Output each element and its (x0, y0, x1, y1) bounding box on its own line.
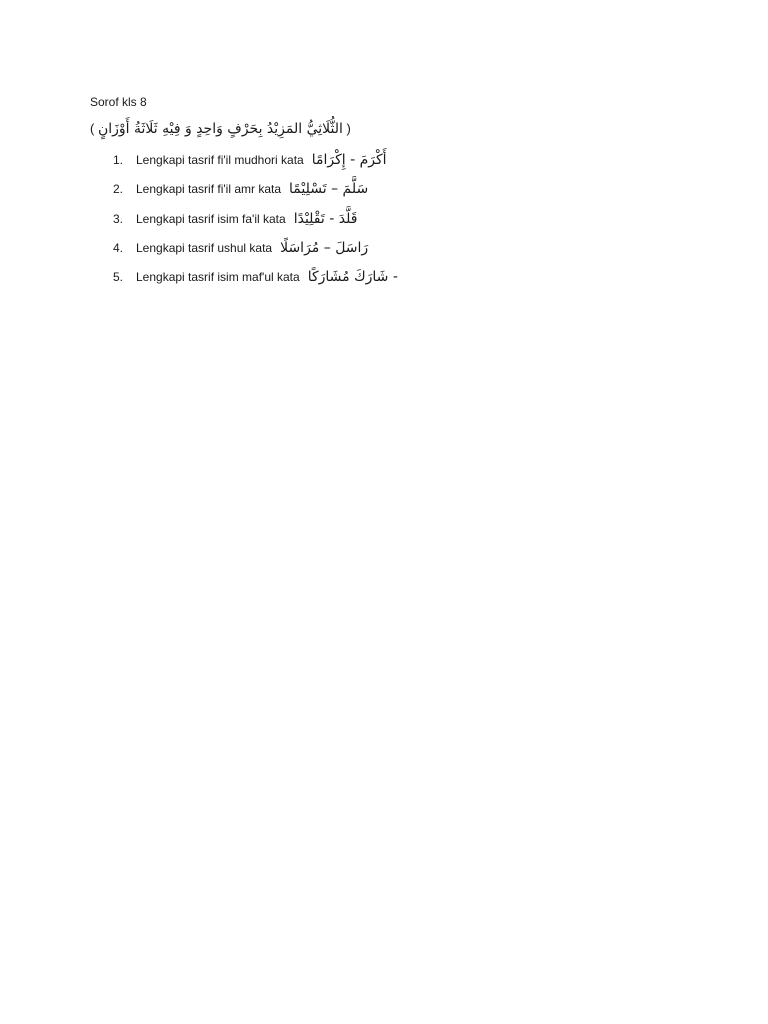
item-instruction: Lengkapi tasrif fi'il amr kata (136, 182, 282, 197)
subtitle-close-paren: ) (346, 121, 351, 136)
item-arabic: سَلَّمَ – تَسْلِيْمًا (289, 181, 369, 198)
item-text (136, 265, 398, 289)
list-item (0, 207, 768, 236)
item-arabic: قَلَّدَ - تَقْلِيْدًا (293, 210, 358, 227)
item-text (136, 177, 368, 201)
item-instruction: Lengkapi tasrif isim fa'il kata (136, 211, 286, 226)
document-subtitle (90, 118, 351, 140)
item-number: 3. (113, 211, 124, 226)
item-number: 1. (113, 153, 124, 167)
exercise-list (0, 148, 768, 294)
list-item (0, 177, 768, 206)
list-item (0, 236, 768, 265)
item-text (136, 207, 357, 231)
list-item (0, 265, 768, 294)
item-arabic: أَكْرَمَ - إِكْرَامًا (311, 152, 387, 168)
item-instruction: Lengkapi tasrif fi'il mudhori kata (136, 153, 304, 167)
item-text (136, 236, 368, 260)
item-instruction: Lengkapi tasrif isim maf'ul kata (136, 270, 300, 285)
item-text (136, 148, 387, 172)
subtitle-arabic-text: الثُّلَاثِيُّ المَزِيْدُ بِحَرْفٍ وَاحِدٍ وَ فِيْهِ ثَلَاثَةُ أَوْزَانٍ (97, 121, 343, 137)
list-item (0, 148, 768, 177)
item-arabic: رَاسَلَ – مُرَاسَلًا (280, 239, 369, 256)
item-arabic: - شَارَكَ مُشَارَكًا (307, 269, 398, 286)
item-number: 4. (113, 240, 124, 255)
document-title: Sorof kls 8 (90, 95, 147, 109)
subtitle-open-paren: ( (90, 121, 95, 136)
item-instruction: Lengkapi tasrif ushul kata (136, 240, 273, 255)
item-number: 2. (113, 182, 124, 197)
item-number: 5. (113, 270, 124, 285)
